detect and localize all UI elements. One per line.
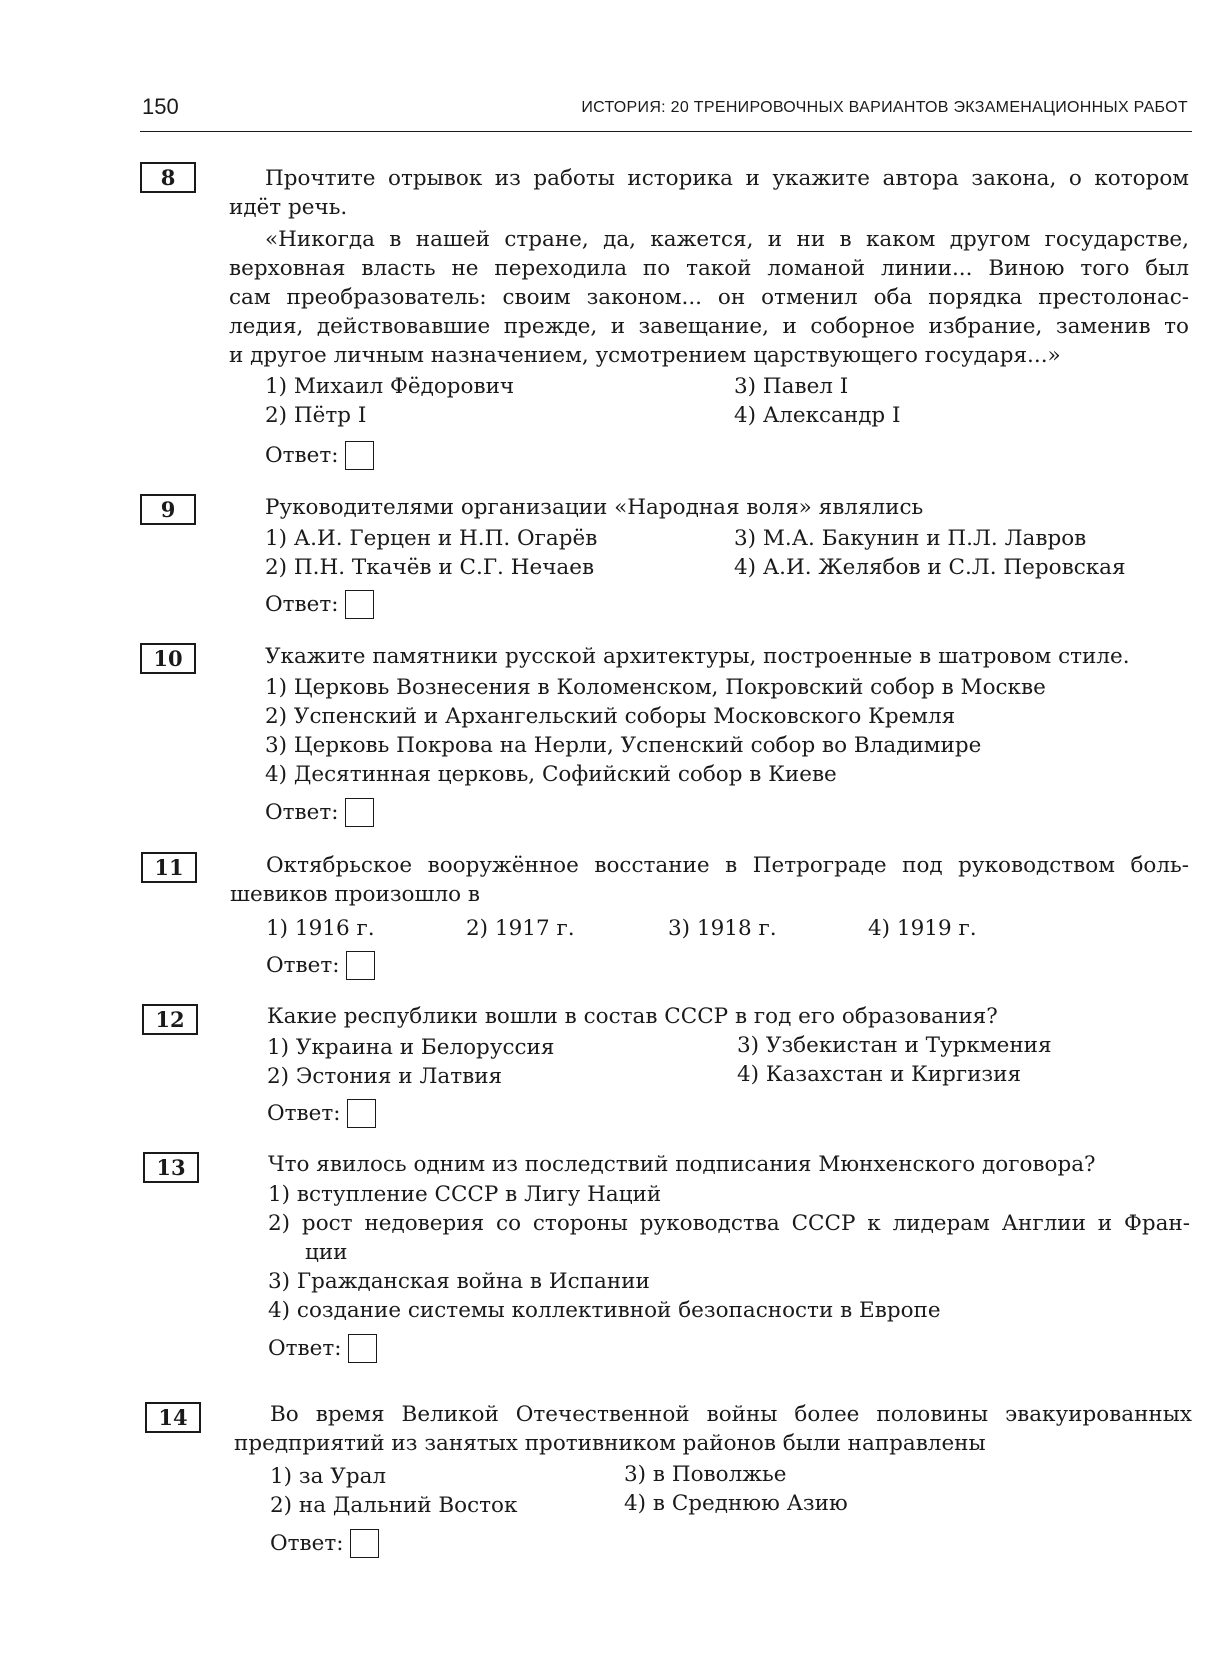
question-line: Во время Великой Отечественной войны более половины эвакуированных: [270, 1402, 1192, 1427]
option: 3) Павел I: [734, 374, 849, 399]
answer-row: [265, 590, 374, 619]
answer-box[interactable]: [348, 1334, 377, 1363]
answer-row: [265, 441, 374, 470]
question-line: Руководителями организации «Народная воля» являлись: [265, 495, 924, 520]
answer-box[interactable]: [347, 1099, 376, 1128]
option: 1) вступление СССР в Лигу Наций: [268, 1182, 662, 1207]
task-number: 12: [155, 1007, 185, 1032]
task-number: 14: [158, 1405, 188, 1430]
task-number-box: [143, 1152, 199, 1183]
running-title: ИСТОРИЯ: 20 ТРЕНИРОВОЧНЫХ ВАРИАНТОВ ЭКЗАМЕНАЦИОННЫХ РАБОТ: [581, 99, 1188, 116]
option: 1) Церковь Вознесения в Коломенском, Покровский собор в Москве: [265, 675, 1046, 700]
answer-box[interactable]: [350, 1529, 379, 1558]
task-number: 13: [156, 1155, 186, 1180]
quote-line: «Никогда в нашей стране, да, кажется, и ни в каком другом государстве,: [265, 227, 1189, 252]
answer-box[interactable]: [345, 798, 374, 827]
question-line: предприятий из занятых противником районов были направлены: [234, 1431, 986, 1456]
option: 4) в Среднюю Азию: [624, 1491, 848, 1516]
task-number: 8: [160, 165, 176, 190]
answer-label: Ответ:: [270, 1531, 344, 1556]
question-line: Октябрьское вооружённое восстание в Петрограде под руководством боль-: [266, 853, 1189, 878]
option: 4) создание системы коллективной безопасности в Европе: [268, 1298, 941, 1323]
task-number: 11: [154, 855, 184, 880]
answer-label: Ответ:: [268, 1336, 342, 1361]
option: 2) Успенский и Архангельский соборы Московского Кремля: [265, 704, 956, 729]
answer-box[interactable]: [346, 951, 375, 980]
option: 3) Гражданская война в Испании: [268, 1269, 650, 1294]
answer-label: Ответ:: [265, 800, 339, 825]
answer-row: [270, 1529, 379, 1558]
answer-row: [268, 1334, 377, 1363]
option: 2) рост недоверия со стороны руководства СССР к лидерам Англии и Фран-: [268, 1211, 1190, 1236]
option: 4) Александр I: [734, 403, 901, 428]
answer-label: Ответ:: [265, 443, 339, 468]
quote-line: сам преобразователь: своим законом... он отменил оба порядка престолонас-: [229, 285, 1189, 310]
question-line: Какие республики вошли в состав СССР в год его образования?: [267, 1004, 998, 1029]
option: 3) Церковь Покрова на Нерли, Успенский собор во Владимире: [265, 733, 982, 758]
option: 3) М.А. Бакунин и П.Л. Лавров: [734, 526, 1087, 551]
answer-row: [265, 798, 374, 827]
answer-label: Ответ:: [267, 1101, 341, 1126]
answer-box[interactable]: [345, 590, 374, 619]
task-number-box: [141, 852, 197, 883]
quote-line: ледия, действовавшие прежде, и завещание, и соборное избрание, заменив то: [229, 314, 1189, 339]
answer-row: [266, 951, 375, 980]
task-number-box: [140, 162, 196, 193]
option: 2) П.Н. Ткачёв и С.Г. Нечаев: [265, 555, 595, 580]
option: 4) Десятинная церковь, Софийский собор в Киеве: [265, 762, 837, 787]
answer-row: [267, 1099, 376, 1128]
option: 3) Узбекистан и Туркмения: [737, 1033, 1052, 1058]
option: 1) А.И. Герцен и Н.П. Огарёв: [265, 526, 598, 551]
task-number: 10: [153, 646, 183, 671]
option: 2) Пётр I: [265, 403, 367, 428]
answer-box[interactable]: [345, 441, 374, 470]
answer-label: Ответ:: [265, 592, 339, 617]
question-line: идёт речь.: [229, 195, 348, 220]
task-number: 9: [160, 497, 176, 522]
task-number-box: [140, 643, 196, 674]
option-continuation: ции: [305, 1240, 348, 1265]
option: 2) 1917 г.: [466, 916, 575, 941]
question-line: Прочтите отрывок из работы историка и укажите автора закона, о котором: [265, 166, 1189, 191]
question-line: шевиков произошло в: [230, 882, 481, 907]
question-line: Укажите памятники русской архитектуры, построенные в шатровом стиле.: [265, 644, 1130, 669]
task-number-box: [142, 1004, 198, 1035]
quote-line: и другое личным назначением, усмотрением царствующего государя...»: [229, 343, 1061, 368]
option: 3) 1918 г.: [668, 916, 777, 941]
option: 4) А.И. Желябов и С.Л. Перовская: [734, 555, 1126, 580]
quote-line: верховная власть не переходила по такой ломаной линии... Виною того был: [229, 256, 1189, 281]
option: 1) Михаил Фёдорович: [265, 374, 515, 399]
option: 2) на Дальний Восток: [270, 1493, 518, 1518]
question-line: Что явилось одним из последствий подписания Мюнхенского договора?: [268, 1152, 1096, 1177]
task-number-box: [140, 494, 196, 525]
option: 1) 1916 г.: [266, 916, 375, 941]
answer-label: Ответ:: [266, 953, 340, 978]
page-number: 150: [142, 94, 179, 119]
option: 4) 1919 г.: [868, 916, 977, 941]
option: 1) Украина и Белоруссия: [267, 1035, 555, 1060]
option: 4) Казахстан и Киргизия: [737, 1062, 1022, 1087]
option: 2) Эстония и Латвия: [267, 1064, 503, 1089]
task-number-box: [145, 1402, 201, 1433]
option: 1) за Урал: [270, 1464, 387, 1489]
header-rule: [140, 131, 1192, 132]
option: 3) в Поволжье: [624, 1462, 787, 1487]
